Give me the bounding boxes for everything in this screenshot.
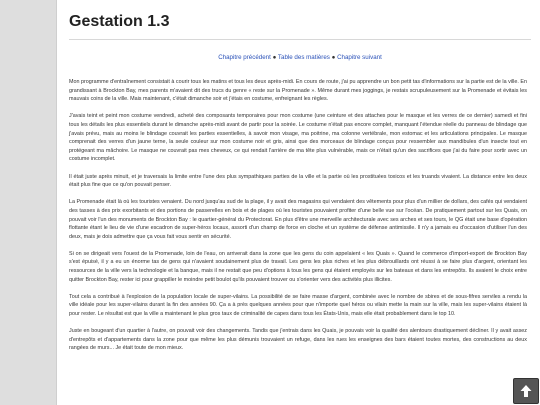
toc-link[interactable]: Table des matières [277, 54, 330, 61]
next-chapter-link[interactable]: Chapitre suivant [337, 54, 382, 61]
paragraph: La Promenade était là où les touristes venaient. Du nord jusqu'au sud de la plage, il y avait des magasins qui vendaient des vêtements pour plus d'un millier de dollars, des cafés qui vendaient des tasses à des prix exorbitants et des portions de passerelles en bois et de plages où les touristes pouvaient profiter d'une belle vue sur l'océan. De pratiquement partout sur les Quais, on pouvait voir l'un des monuments de Brockton Bay : le quartier-général du Protectorat. En plus d'être une merveille architecturale avec ses arches et ses tours, le QG était une base d'opération flottante étant le lieu de vie d'une escadron de super-héros locaux, assorti d'un champ de force en cloche et un système de défense antimissile. Il n'y a jamais eu d'occasion d'utiliser l'un des deux, mais je dois admettre que ça vous fait vous sentir en sécurité. [69, 199, 527, 240]
scroll-to-top-button[interactable] [513, 378, 539, 404]
paragraph: Juste en bougeant d'un quartier à l'autre, on pouvait voir des changements. Tandis que j'entrais dans les Quais, je pouvais voir la qualité des alentours drastiquement décliner. Il y avait assez d'entrepôts et d'appartements dans la zone pour que même les plus démunis trouvaient un refuge, dans les rues les enseignes des bars étaient toutes mortes, des constructions au deux rangées de murs... Je était toute de mon mieux. [69, 328, 527, 352]
page-header [69, 13, 531, 40]
chapter-navigation [57, 54, 540, 61]
paragraph: Mon programme d'entraînement consistait à courir tous les matins et tous les deux après-midi. En cours de route, j'ai pu apprendre un bon petit tas d'informations sur la partie est de la ville. En grandissant à Brockton Bay, mes parents m'avaient dit des trucs du genre « reste sur la Promenade ». Même durant mes joggings, je restais scrupuleusement sur la Promenade et évitais les mauvais coins de la ville. Mais maintenant, c'était dimanche soir et j'étais en costume, enfreignant les règles. [69, 79, 527, 103]
prev-chapter-link[interactable]: Chapitre précédent [218, 54, 271, 61]
paragraph: J'avais teint et peint mon costume vendredi, acheté des composants temporaires pour mon costume (une ceinture et des attaches pour le masque et les verres de ce dernier) samedi et fini tous les détails les plus essentiels durant le dimanche après-midi avant de partir pour la soirée. Le costume n'était pas encore complet, manquant l'étendue réelle du panneau de blindage que j'avais prévu, mais au moins le blindage couvrait les parties essentielles, à savoir mon visage, ma poitrine, ma colonne vertébrale, mon estomac et les articulations principales. Le masque comprenait des verres d'un jaune terne, la seule couleur sur mon costume noir et gris, ainsi que des morceaux de blindage conçus pour ressembler aux mandibules d'un insecte tout en protégeant ma mâchoire. Le masque ne couvrait pas mes cheveux, ce qui rendait l'arrière de ma tête plus vulnérable, mais ce n'était qu'un des sacrifices que j'ai du faire pour sortir avec un costume incomplet. [69, 113, 527, 163]
arrow-up-icon [518, 383, 534, 399]
nav-separator: ● [272, 54, 277, 61]
chapter-content [69, 78, 527, 353]
paragraph: Tout cela a contribué à l'explosion de la population locale de super-vilains. La possibilité de se faire masse d'argent, combinée avec le nombre de sbires et de sous-fifres serviles a rendu la ville idéale pour les super-vilains durant la fin des années 90. Ça a à près quelques années pour que n'importe quel héros ou vilain mette la main sur la ville, mais les super-vilains étaient là pour rester. Le résultat est que la ville a maintenant le plus gros taux de criminalité de capes dans tous les États-Unis, mais elle était probablement dans le top 10. [69, 293, 527, 318]
page-title: Gestation 1.3 [69, 13, 170, 30]
paragraph: Si on se dirigeait vers l'ouest de la Promenade, loin de l'eau, on arriverait dans la zone que les gens du coin appelaient « les Quais ». Quand le commerce d'import-export de Brockton Bay s'est épuisé, il y a eu un énorme tas de gens qui n'avaient soudainement plus de travail. Les gens les plus riches et les plus débrouillards ont réussi à se faire plus d'argent, orientant les ressources de la ville vers la technologie et la banque, mais il ne restait que peu d'options à tous les gens qui étaient employés sur les bateaux et dans les entrepôts. Ils avaient le choix entre quitter Brockton Bay, rester ici pour grappiller le moindre petit boulot qu'ils pouvaient trouver ou s'orienter vers des activités plus illicites. [69, 250, 527, 283]
page-container [56, 0, 540, 405]
paragraph: Il était juste après minuit, et je traversais la limite entre l'une des plus sympathiques parties de la ville et la partie où les prostituées toxicos et les truands vivaient. La distance entre les deux était plus fine que ce qu'on pouvait penser. [69, 173, 527, 189]
nav-separator: ● [331, 54, 336, 61]
